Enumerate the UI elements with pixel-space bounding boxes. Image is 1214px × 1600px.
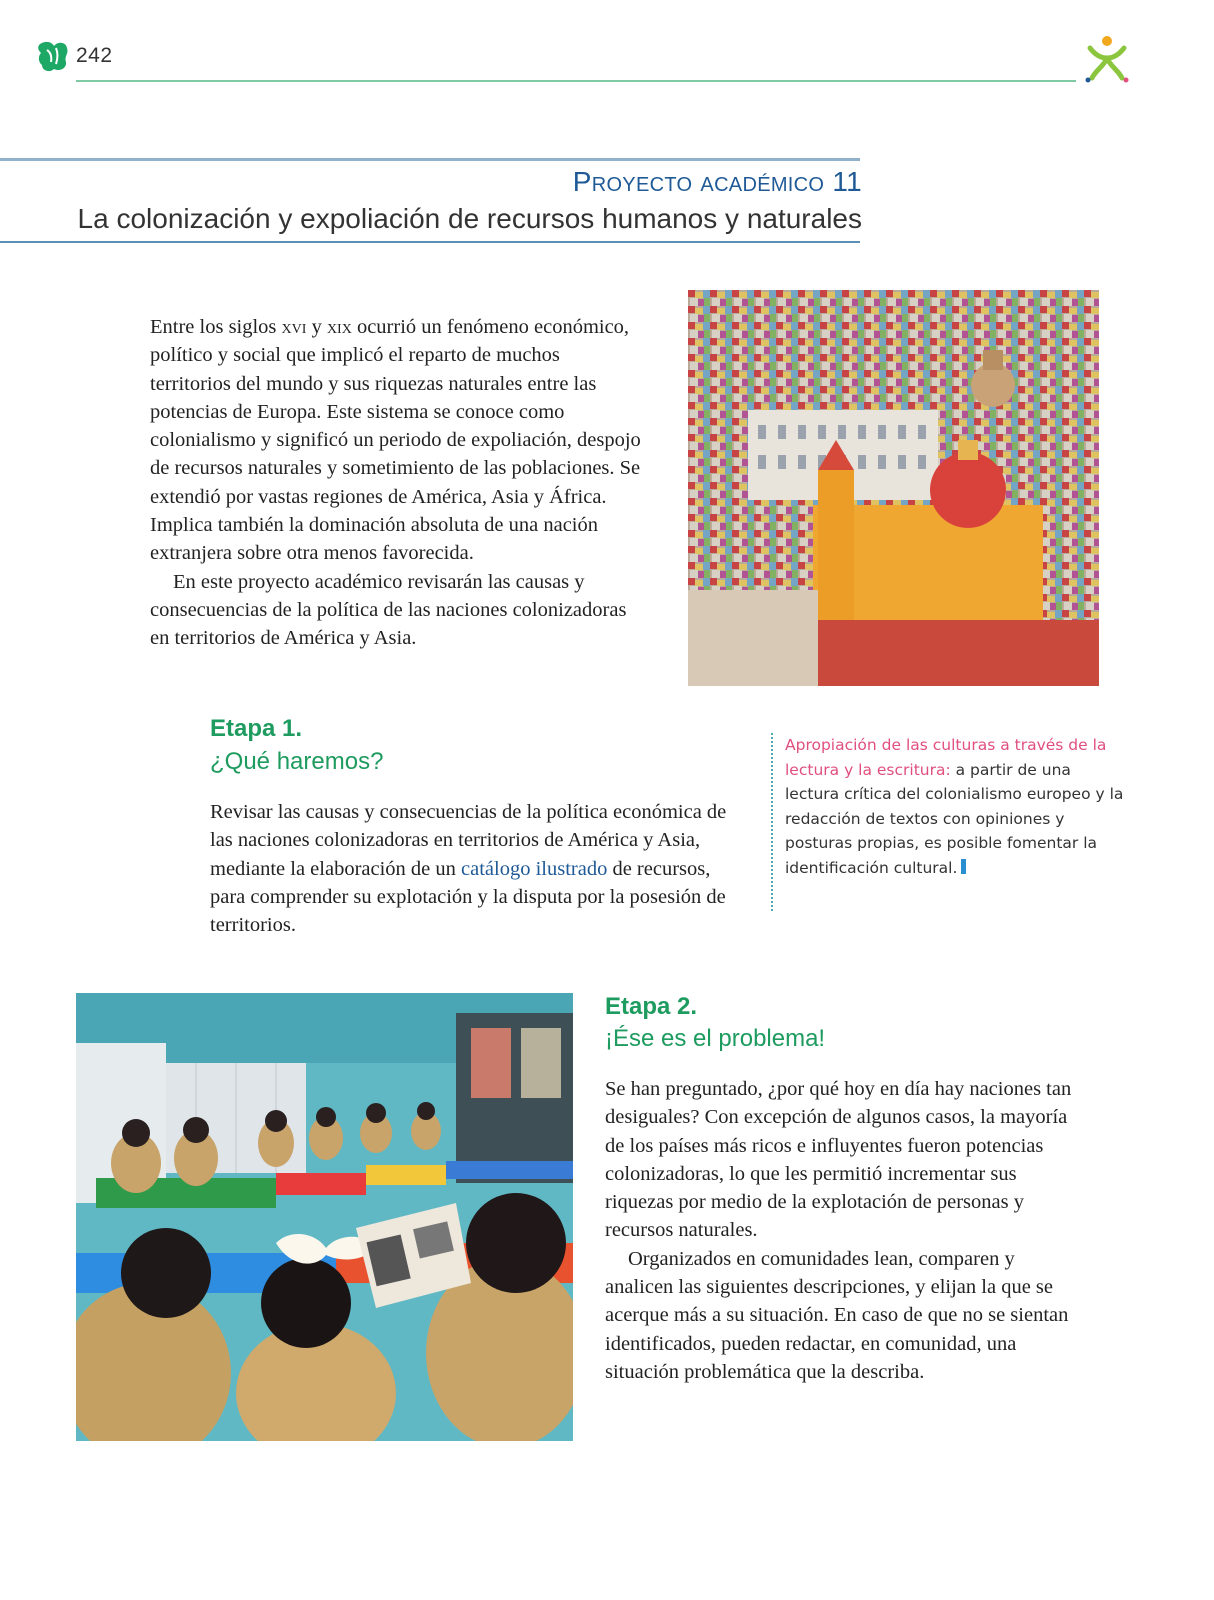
page-number: 242 <box>76 44 113 67</box>
etapa-2-subtitle: ¡Ése es el problema! <box>605 1025 826 1052</box>
intro-paragraph-1 <box>150 313 645 568</box>
guanajuato-city-photo <box>688 290 1099 686</box>
green-map-leaf-icon <box>36 38 70 74</box>
etapa-2-paragraph-1: Se han preguntado, ¿por qué hoy en día hay naciones tan desiguales? Con excepción de algunos casos, la mayoría de los países más ricos e influyentes fueron potencias colonizadoras, lo que les permitió incrementar sus riquezas por medio de la explotación de personas y recursos naturales. <box>605 1078 1072 1242</box>
century-xix: xix <box>326 316 352 338</box>
etapa-1-text-run: de recursos, para comprender su explotación y la disputa por la posesión de territorios. <box>210 857 726 937</box>
title-bottom-rule <box>0 241 860 243</box>
note-title: Apropiación de las culturas a través de la lectura y la escritura: <box>785 736 1107 779</box>
etapa-2-body <box>605 1075 1075 1386</box>
etapa-1-body <box>210 798 730 939</box>
etapa-1-label: Etapa 1. <box>210 715 303 742</box>
intro-text-run: Entre los siglos <box>150 316 282 338</box>
intro-text-run: ocurrió un fenómeno económico, político y social que implicó el reparto de muchos territorios del mundo y sus riquezas naturales entre las potencias de Europa. Este sistema se conoce como colonialismo y significó un periodo de expoliación, despojo de recursos naturales y sometimiento de las poblaciones. Se extendió por vastas regiones de América, Asia y África. Implica también la dominación absoluta de una nación extranjera sobre otra menos favorecida. <box>150 316 641 565</box>
project-label: Proyecto académico 11 <box>572 166 862 197</box>
intro-text <box>150 313 645 653</box>
intro-paragraph-2: En este proyecto académico revisarán las causas y consecuencias de la política de las naciones colonizadoras en territorios de América y Asia. <box>150 570 627 650</box>
etapa-2-label: Etapa 2. <box>605 993 698 1020</box>
classroom-photo <box>76 993 573 1441</box>
catalogo-ilustrado-term: catálogo ilustrado <box>461 857 608 880</box>
etapa-1-subtitle: ¿Qué haremos? <box>210 748 384 775</box>
nem-figure-icon <box>1082 34 1132 86</box>
sidebar-note <box>771 733 1125 911</box>
note-end-marker <box>961 859 966 874</box>
intro-text-run: y <box>306 316 327 338</box>
note-body: a partir de una lectura crítica del colonialismo europeo y la redacción de textos con opiniones y posturas propias, es posible fomentar la identificación cultural. <box>785 760 1124 877</box>
title-top-rule <box>0 158 860 161</box>
project-title: La colonización y expoliación de recursos humanos y naturales <box>77 203 862 234</box>
header-divider <box>76 80 1076 82</box>
etapa-2-paragraph-2: Organizados en comunidades lean, comparen y analicen las siguientes descripciones, y elijan la que se acerque más a su situación. En caso de que no se sientan identificados, pueden redactar, en comunidad, una situación problemática que la describa. <box>605 1247 1069 1383</box>
century-xvi: xvi <box>281 316 307 338</box>
etapa-1-text-run: Revisar las causas y consecuencias de la política económica de las naciones colonizadoras en territorios de América y Asia, mediante la elaboración de un <box>210 801 727 880</box>
